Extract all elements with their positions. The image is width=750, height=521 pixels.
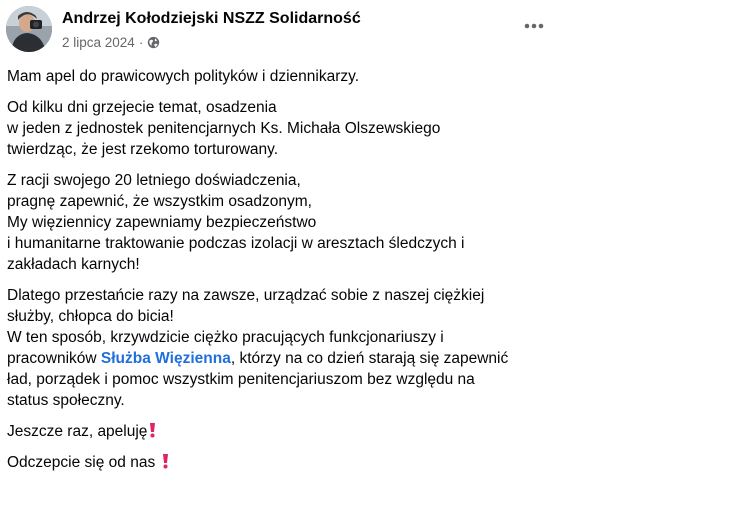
- text-line: w jeden z jednostek penitencjarnych Ks. Michała Olszewskiego: [7, 120, 441, 137]
- post-meta: [62, 35, 160, 50]
- text-line: Z racji swojego 20 letniego doświadczenia,: [7, 172, 301, 189]
- red-exclamation-icon: [149, 422, 156, 438]
- text-segment: pracowników: [7, 350, 101, 367]
- text-line-with-mention: [7, 348, 607, 369]
- text-segment: Odczepcie się od nas: [7, 454, 160, 471]
- more-horizontal-icon: [524, 23, 544, 29]
- text-line: twierdząc, że jest rzekomo torturowany.: [7, 141, 279, 158]
- post-author-name[interactable]: Andrzej Kołodziejski NSZZ Solidarność: [62, 10, 361, 27]
- post-header: [6, 6, 750, 56]
- paragraph-6: [7, 452, 607, 473]
- text-line: status społeczny.: [7, 392, 125, 409]
- avatar-image: [6, 6, 52, 52]
- text-line: Od kilku dni grzejecie temat, osadzenia: [7, 99, 277, 116]
- post-date[interactable]: 2 lipca 2024: [62, 35, 135, 50]
- text-segment: Jeszcze raz, apeluję: [7, 423, 148, 440]
- post-body: [7, 66, 607, 483]
- text-line: służby, chłopca do bicia!: [7, 308, 174, 325]
- avatar[interactable]: [6, 6, 52, 52]
- text-line: Mam apel do prawicowych polityków i dziennikarzy.: [7, 68, 360, 85]
- paragraph-5: [7, 421, 607, 442]
- page-mention-link[interactable]: Służba Więzienna: [100, 350, 231, 367]
- meta-separator: ·: [138, 35, 144, 50]
- text-line: [7, 421, 607, 442]
- text-line: My więziennicy zapewniamy bezpieczeństwo: [7, 214, 317, 231]
- text-line: ład, porządek i pomoc wszystkim penitencjariuszom bez względu na: [7, 371, 475, 388]
- text-line: W ten sposób, krzywdzicie ciężko pracujących funkcjonariuszy i: [7, 329, 444, 346]
- text-line: zakładach karnych!: [7, 256, 140, 273]
- text-line: [7, 452, 607, 473]
- paragraph-4: [7, 285, 607, 411]
- text-line: i humanitarne traktowanie podczas izolacji w aresztach śledczych i: [7, 235, 465, 252]
- text-line: pragnę zapewnić, że wszystkim osadzonym,: [7, 193, 312, 210]
- paragraph-2: [7, 97, 607, 160]
- paragraph-3: [7, 170, 607, 275]
- text-segment: , którzy na co dzień starają się zapewnić: [230, 350, 509, 367]
- globe-icon: [147, 36, 160, 49]
- paragraph-1: [7, 66, 607, 87]
- text-line: Dlatego przestańcie razy na zawsze, urządzać sobie z naszej ciężkiej: [7, 287, 485, 304]
- more-options-button[interactable]: [516, 16, 552, 36]
- red-exclamation-icon: [162, 453, 169, 469]
